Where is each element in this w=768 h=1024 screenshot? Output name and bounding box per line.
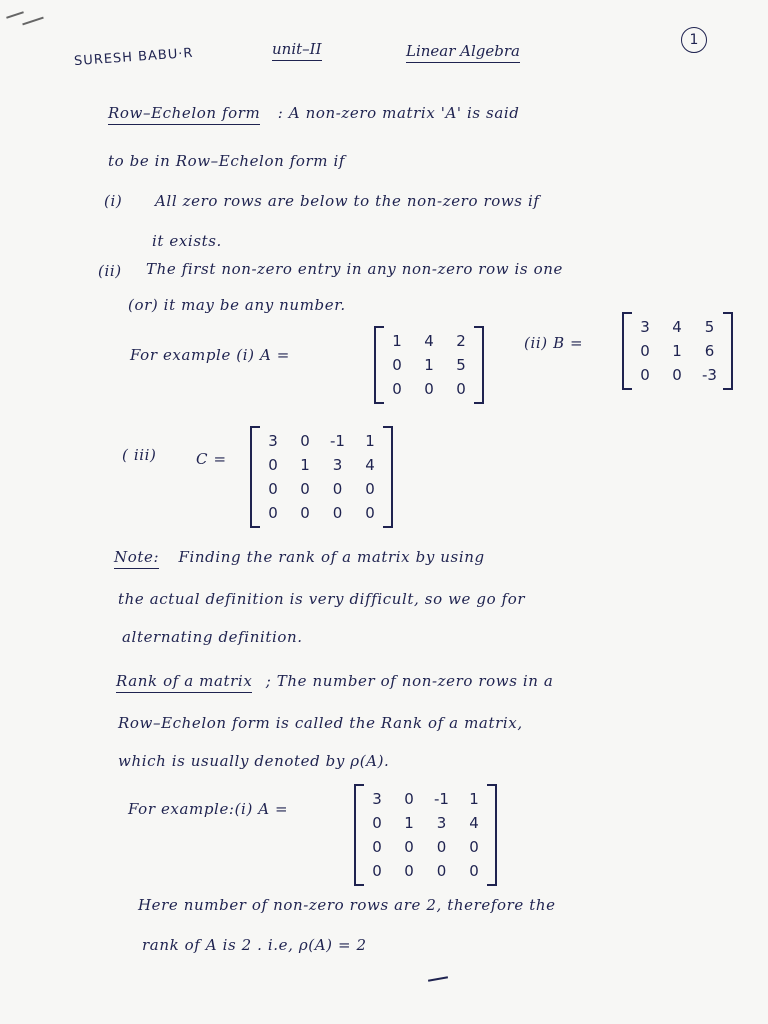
unit-label: unit–II (272, 40, 322, 61)
pen-mark (22, 17, 44, 26)
matrix-entry: 0 (332, 480, 343, 498)
matrix-entry: 0 (469, 838, 479, 856)
matrix-entry: 5 (704, 318, 715, 336)
matrix-entry: 0 (424, 380, 434, 398)
matrix-entry: 0 (372, 814, 382, 832)
matrix-a (374, 326, 484, 404)
matrix-entry: 0 (672, 366, 682, 384)
matrix-entry: 4 (672, 318, 682, 336)
condition-text: (or) it may be any number. (128, 296, 346, 314)
matrix-entry: 3 (436, 814, 447, 832)
matrix-entry: 0 (436, 862, 447, 880)
matrix-entry: 0 (469, 862, 479, 880)
matrix-entry: 0 (332, 504, 343, 522)
rank-definition: Row–Echelon form is called the Rank of a matrix, (118, 714, 523, 732)
matrix-entry: 0 (392, 380, 402, 398)
matrix-entry: 3 (640, 318, 650, 336)
matrix-entry: -3 (702, 366, 717, 384)
matrix-entry: 0 (392, 356, 402, 374)
conclusion-text: Here number of non-zero rows are 2, therefore the (138, 896, 556, 914)
example-label: ( iii) (122, 446, 157, 464)
note-text: the actual definition is very difficult, so we go for (118, 590, 526, 608)
matrix-entry: 0 (404, 862, 414, 880)
matrix-entry: 4 (469, 814, 479, 832)
matrix-entry: 6 (704, 342, 715, 360)
matrix-entry: 1 (300, 456, 310, 474)
matrix-entry: 0 (268, 480, 278, 498)
matrix-entry: 0 (640, 342, 650, 360)
author-name: SURESH BABU·R (73, 45, 194, 70)
rank-definition: ; The number of non-zero rows in a (265, 672, 554, 690)
matrix-grid (390, 332, 468, 398)
matrix-entry: 1 (392, 332, 402, 350)
matrix-entry: 0 (372, 862, 382, 880)
subject-title: Linear Algebra (406, 42, 520, 63)
note-label: Note: (114, 548, 159, 569)
condition-text: The first non-zero entry in any non-zero row is one (146, 260, 563, 278)
example-label: C = (196, 450, 227, 468)
matrix-entry: 0 (404, 790, 414, 808)
condition-text: it exists. (152, 232, 222, 250)
note-text: Finding the rank of a matrix by using (178, 548, 485, 566)
matrix-entry: 1 (365, 432, 375, 450)
matrix-entry: 0 (365, 504, 375, 522)
matrix-entry: 0 (268, 504, 278, 522)
definition-text: : A non-zero matrix 'A' is said (277, 104, 520, 122)
matrix-entry: -1 (434, 790, 449, 808)
matrix-c (250, 426, 393, 528)
matrix-entry: 1 (404, 814, 414, 832)
matrix-entry: 4 (424, 332, 434, 350)
matrix-grid (266, 432, 377, 522)
conclusion-text: rank of A is 2 . i.e, ρ(A) = 2 (142, 936, 367, 954)
rank-definition: which is usually denoted by ρ(A). (118, 752, 390, 770)
matrix-entry: 3 (268, 432, 278, 450)
matrix-b (622, 312, 733, 390)
matrix-entry: 3 (332, 456, 343, 474)
example-label: (ii) B = (524, 334, 584, 352)
row-echelon-heading: Row–Echelon form (108, 104, 260, 125)
matrix-entry: 0 (268, 456, 278, 474)
matrix-grid (638, 318, 717, 384)
matrix-entry: 5 (456, 356, 466, 374)
matrix-entry: 0 (300, 432, 310, 450)
matrix-entry: 0 (640, 366, 650, 384)
condition-text: All zero rows are below to the non-zero rows if (155, 192, 540, 210)
matrix-entry: 1 (424, 356, 434, 374)
matrix-entry: 3 (372, 790, 382, 808)
example-label: For example:(i) A = (128, 800, 289, 818)
matrix-entry: 1 (469, 790, 479, 808)
matrix-entry: 0 (372, 838, 382, 856)
pen-mark (6, 11, 24, 18)
note-text: alternating definition. (122, 628, 303, 646)
rank-heading: Rank of a matrix (116, 672, 252, 693)
matrix-entry: 4 (365, 456, 375, 474)
example-label: For example (i) A = (130, 346, 290, 364)
condition-label: (ii) (98, 262, 122, 280)
matrix-entry: 0 (404, 838, 414, 856)
matrix-entry: 1 (672, 342, 682, 360)
matrix-entry: 0 (365, 480, 375, 498)
matrix-entry: 0 (436, 838, 447, 856)
matrix-entry: 2 (456, 332, 466, 350)
definition-text: to be in Row–Echelon form if (108, 152, 346, 170)
matrix-grid (370, 790, 481, 880)
matrix-entry: 0 (300, 480, 310, 498)
matrix-entry: 0 (300, 504, 310, 522)
matrix-entry: 0 (456, 380, 466, 398)
page-number: 1 (681, 27, 707, 53)
pen-mark (428, 976, 448, 981)
matrix-entry: -1 (330, 432, 345, 450)
matrix-a-rank-example (354, 784, 497, 886)
condition-label: (i) (104, 192, 123, 210)
